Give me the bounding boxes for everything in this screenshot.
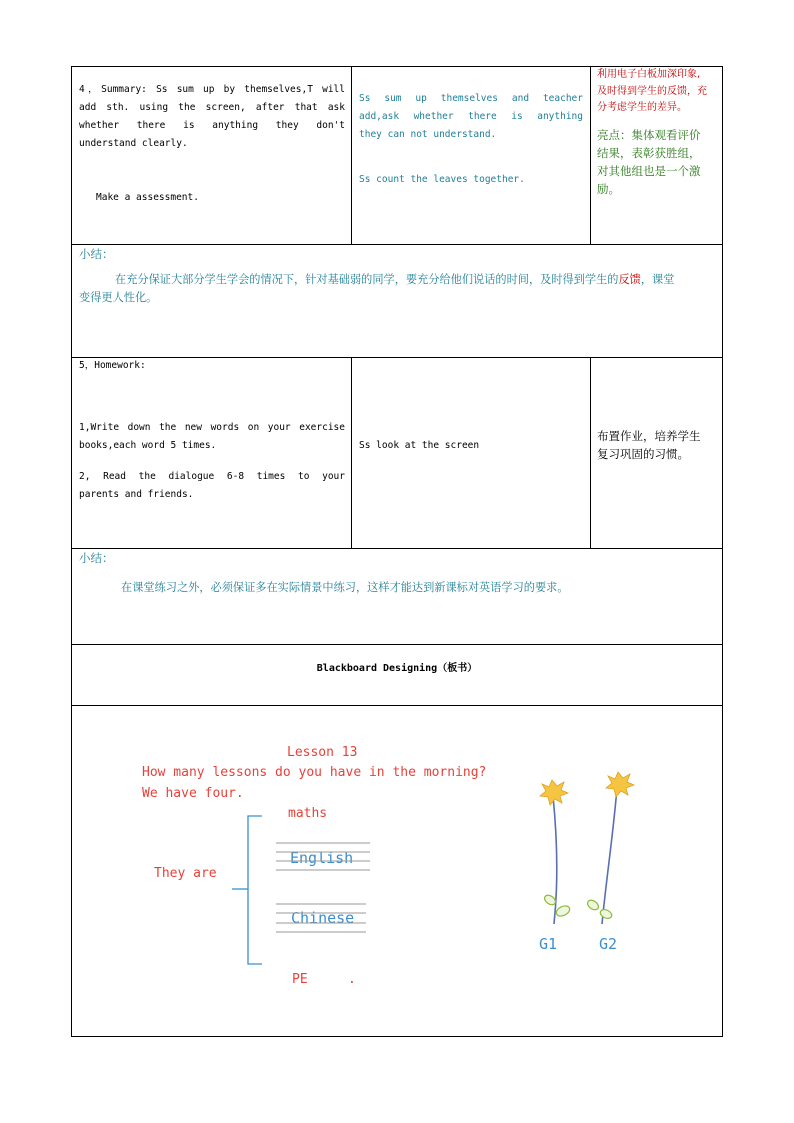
bracket xyxy=(232,816,262,964)
summary-note-1 xyxy=(79,245,719,307)
summary-note-line2: 变得更人性化。 xyxy=(79,291,158,304)
homework-item: 2, Read the dialogue 6-8 times to your xyxy=(79,471,345,482)
summary-note-part: 在充分保证大部分学生学会的情况下，针对基础弱的同学，要充分给他们说话的时间，及时得到学生的 xyxy=(115,273,619,286)
summary-note-part: ，课堂 xyxy=(640,273,675,286)
dot-mark: . xyxy=(348,972,356,987)
homework-intent-line: 复习巩固的习惯。 xyxy=(597,447,689,461)
column-divider xyxy=(351,357,352,548)
flower-icon xyxy=(540,780,571,924)
row-divider xyxy=(72,644,722,645)
subject-maths: maths xyxy=(288,806,328,821)
highlight-line: 励。 xyxy=(597,181,620,196)
question-text: How many lessons do you have in the morning? xyxy=(142,765,487,780)
intent-line: 分考虑学生的差异。 xyxy=(597,102,687,113)
homework-procedure-cell xyxy=(79,357,345,504)
homework-intent-line: 布置作业，培养学生 xyxy=(597,429,701,443)
subject-english: English xyxy=(290,849,354,867)
column-divider xyxy=(590,357,591,548)
homework-item: books,each word 5 times. xyxy=(79,440,217,451)
summary-procedure-line: understand clearly. xyxy=(79,138,188,149)
homework-students-cell: Ss look at the screen xyxy=(359,440,480,451)
summary-intent-cell xyxy=(597,67,719,198)
summary-procedure-line: 4，Summary: Ss sum up by themselves,T will xyxy=(79,84,345,95)
group-label-g1: G1 xyxy=(539,935,558,953)
summary-note-label: 小结： xyxy=(79,247,114,261)
blackboard-drawing xyxy=(72,706,722,1036)
summary-note-2 xyxy=(79,549,719,597)
summary-note-label: 小结： xyxy=(79,551,114,565)
summary-note-text xyxy=(79,271,719,289)
homework-item: 1,Write down the new words on your exercise xyxy=(79,422,345,433)
highlight-line: 对其他组也是一个激 xyxy=(597,163,701,178)
intent-line: 利用电子白板加深印象, xyxy=(597,69,701,80)
answer-text: We have four. xyxy=(142,786,244,801)
homework-heading: 5，Homework: xyxy=(79,360,146,371)
students-line: Ss sum up themselves and teacher xyxy=(359,93,583,104)
lesson-plan-table xyxy=(71,66,723,1037)
blackboard-area xyxy=(72,706,722,1036)
feedback-highlight: 反馈 xyxy=(618,273,641,286)
summary-students-cell xyxy=(359,90,583,189)
homework-item: parents and friends. xyxy=(79,489,194,500)
writing-lines xyxy=(276,843,370,932)
subject-pe: PE xyxy=(292,972,308,987)
column-divider xyxy=(351,67,352,244)
summary-procedure-cell xyxy=(79,81,345,207)
they-are-text: They are xyxy=(154,866,217,881)
assessment-text: Make a assessment. xyxy=(96,192,199,203)
highlight-line: 亮点：集体观看评价 xyxy=(597,127,701,142)
flower-icon xyxy=(586,772,634,924)
count-leaves-text: Ss count the leaves together. xyxy=(359,174,525,185)
highlight-line: 结果，表彰获胜组， xyxy=(597,145,701,160)
summary-procedure-line: add sth. using the screen, after that ask xyxy=(79,102,345,113)
students-line: they can not understand. xyxy=(359,129,497,140)
summary-note-text: 在课堂练习之外，必须保证多在实际情景中练习，这样才能达到新课标对英语学习的要求。 xyxy=(121,581,569,594)
lesson-title: Lesson 13 xyxy=(287,745,358,760)
summary-procedure-line: whether there is anything they don't xyxy=(79,120,345,131)
subject-chinese: Chinese xyxy=(291,909,355,927)
column-divider xyxy=(590,67,591,244)
blackboard-heading: Blackboard Designing（板书） xyxy=(316,663,478,674)
group-label-g2: G2 xyxy=(599,935,618,953)
homework-intent-cell xyxy=(597,427,719,463)
intent-line: 及时得到学生的反馈，充 xyxy=(597,85,707,97)
students-line: add,ask whether there is anything xyxy=(359,111,583,122)
